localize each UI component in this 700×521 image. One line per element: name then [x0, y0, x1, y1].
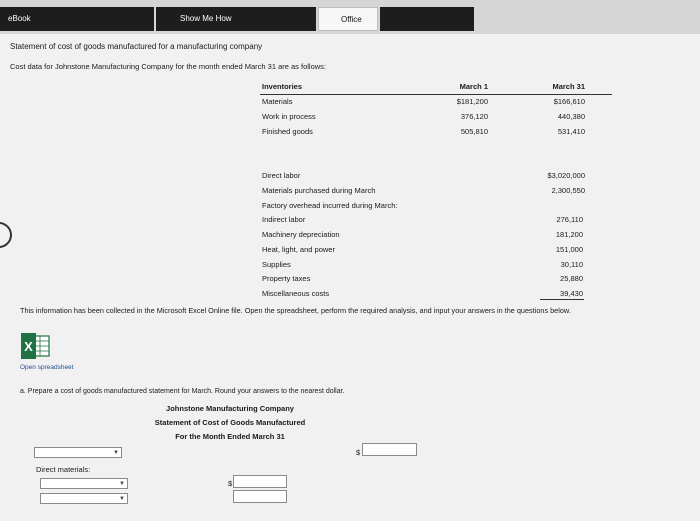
direct-materials-label: Direct materials:: [36, 465, 91, 474]
row-finished-label: Finished goods: [262, 127, 313, 136]
inventories-header: Inventories: [262, 82, 303, 91]
direct-materials-dropdown-2[interactable]: [40, 493, 128, 504]
cost-value: 39,430: [560, 289, 583, 298]
question-a: a. Prepare a cost of goods manufactured statement for March. Round your answers to the nearest dollar.: [20, 388, 345, 395]
cost-label: Miscellaneous costs: [262, 289, 330, 298]
cost-label: Machinery depreciation: [262, 230, 340, 239]
page-heading: Statement of cost of goods manufactured for a manufacturing company: [10, 42, 263, 51]
cost-value: 25,880: [560, 274, 583, 283]
row-materials-march31: $166,610: [553, 97, 585, 106]
excel-icon[interactable]: [20, 333, 50, 359]
cost-value: $3,020,000: [547, 171, 585, 180]
cost-total-rule: [540, 299, 584, 300]
tab-ebook-label: eBook: [8, 14, 31, 23]
cost-label: Heat, light, and power: [262, 245, 335, 254]
tab-show-me-how-label: Show Me How: [180, 14, 232, 23]
row-wip-march1: 376,120: [460, 112, 488, 121]
row-wip-march31: 440,380: [557, 112, 585, 121]
cost-label: Property taxes: [262, 274, 311, 283]
total-amount-input[interactable]: [362, 443, 417, 456]
statement-company: Johnstone Manufacturing Company: [166, 404, 294, 413]
direct-materials-amount-input-1[interactable]: [233, 475, 287, 488]
cost-label: Supplies: [262, 260, 291, 269]
cost-label: Factory overhead incurred during March:: [262, 201, 398, 210]
row-finished-march1: 505,810: [460, 127, 488, 136]
line-item-dropdown[interactable]: [34, 447, 122, 458]
cost-label: Indirect labor: [262, 215, 306, 224]
direct-materials-amount-input-2[interactable]: [233, 490, 287, 503]
cost-value: 181,200: [555, 230, 583, 239]
cost-value: 2,300,550: [551, 186, 585, 195]
currency-symbol: $: [356, 448, 361, 457]
excel-icon-graphic: [20, 333, 50, 359]
row-wip-label: Work in process: [262, 112, 316, 121]
intro-text: Cost data for Johnstone Manufacturing Company for the month ended March 31 are as follows:: [10, 62, 327, 71]
open-spreadsheet-link[interactable]: Open spreadsheet: [20, 364, 74, 371]
statement-period: For the Month Ended March 31: [175, 432, 285, 441]
cost-value: 151,000: [555, 245, 583, 254]
svg-text:X: X: [24, 339, 33, 354]
cost-value: 30,110: [560, 260, 583, 269]
chevron-down-icon: ▼: [119, 496, 125, 502]
row-materials-label: Materials: [262, 97, 293, 106]
row-finished-march31: 531,410: [557, 127, 585, 136]
direct-materials-dropdown-1[interactable]: [40, 478, 128, 489]
row-materials-march1: $181,200: [456, 97, 488, 106]
currency-symbol: $: [228, 479, 233, 488]
top-tab-bar: [0, 0, 700, 34]
chevron-down-icon: ▼: [119, 481, 125, 487]
info-note: This information has been collected in the Microsoft Excel Online file. Open the spreadsheet, perform the required analysis, and input your answers in the questions below.: [20, 306, 571, 315]
march1-header: March 1: [459, 82, 488, 91]
cost-value: 276,110: [556, 215, 583, 224]
chevron-down-icon: ▼: [113, 450, 119, 456]
cost-label: Materials purchased during March: [262, 186, 376, 195]
cost-label: Direct labor: [262, 171, 301, 180]
statement-title: Statement of Cost of Goods Manufactured: [154, 418, 306, 427]
tab-office-365-label: Office: [341, 15, 362, 24]
tab-ebook[interactable]: [0, 7, 154, 31]
tab-office-365[interactable]: [318, 7, 378, 31]
table-header-rule: [260, 94, 612, 95]
tab-spacer: [380, 7, 474, 31]
march31-header: March 31: [552, 82, 585, 91]
tab-show-me-how[interactable]: [156, 7, 316, 31]
